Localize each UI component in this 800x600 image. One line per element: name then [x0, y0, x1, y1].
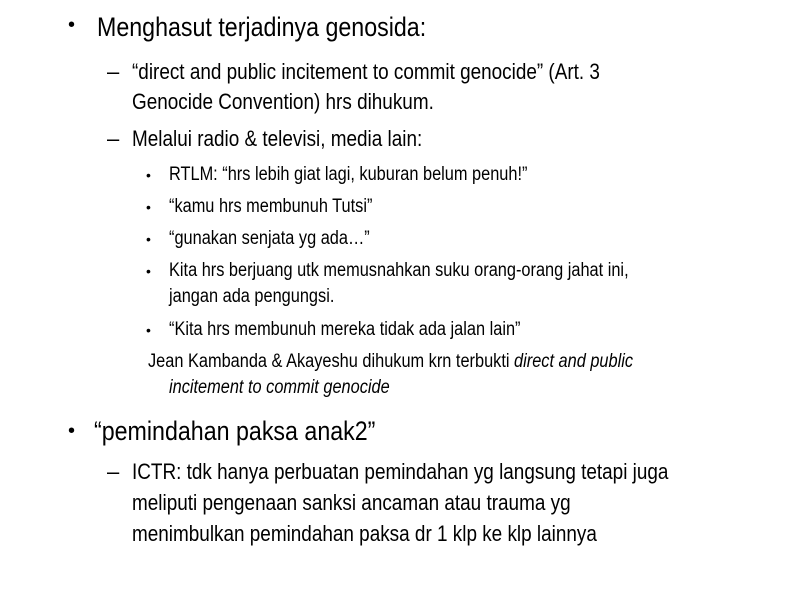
bullet-level2: –	[107, 459, 120, 484]
section1-sub1-line2: Genocide Convention) hrs dihukum.	[132, 89, 434, 114]
bullet-level3: •	[146, 231, 151, 247]
verdict-note-line2	[169, 377, 390, 399]
verdict-note-italic: direct and public	[514, 351, 634, 372]
verdict-note-italic-2: incitement to commit genocide	[169, 377, 390, 398]
bullet-level3: •	[146, 263, 151, 279]
verdict-note-plain: Jean Kambanda & Akayeshu dihukum krn terbukti	[148, 351, 515, 372]
section1-heading: Menghasut terjadinya genosida:	[97, 12, 427, 42]
section2-sub1-line1: ICTR: tdk hanya perbuatan pemindahan yg langsung tetapi juga	[132, 459, 669, 484]
bullet-level1: •	[68, 420, 76, 442]
bullet-level1: •	[68, 14, 76, 36]
section2-sub1-line2: meliputi pengenaan sanksi ancaman atau trauma yg	[132, 490, 571, 515]
verdict-note-line1	[148, 351, 633, 373]
quote-2: “kamu hrs membunuh Tutsi”	[169, 196, 373, 217]
section2-heading: “pemindahan paksa anak2”	[94, 416, 376, 446]
section2-sub1-line3: menimbulkan pemindahan paksa dr 1 klp ke klp lainnya	[132, 521, 597, 546]
bullet-level3: •	[146, 322, 151, 338]
quote-4-line2: jangan ada pengungsi.	[169, 286, 335, 307]
bullet-level3: •	[146, 167, 151, 183]
quote-3: “gunakan senjata yg ada…”	[169, 228, 370, 249]
bullet-level2: –	[107, 126, 120, 151]
section1-sub1-line1: “direct and public incitement to commit genocide” (Art. 3	[132, 59, 600, 84]
bullet-level2: –	[107, 59, 120, 84]
section1-sub2: Melalui radio & televisi, media lain:	[132, 126, 423, 151]
quote-5: “Kita hrs membunuh mereka tidak ada jalan lain”	[169, 319, 521, 340]
quote-4-line1: Kita hrs berjuang utk memusnahkan suku orang-orang jahat ini,	[169, 260, 629, 281]
quote-1: RTLM: “hrs lebih giat lagi, kuburan belum penuh!”	[169, 164, 528, 185]
bullet-level3: •	[146, 199, 151, 215]
